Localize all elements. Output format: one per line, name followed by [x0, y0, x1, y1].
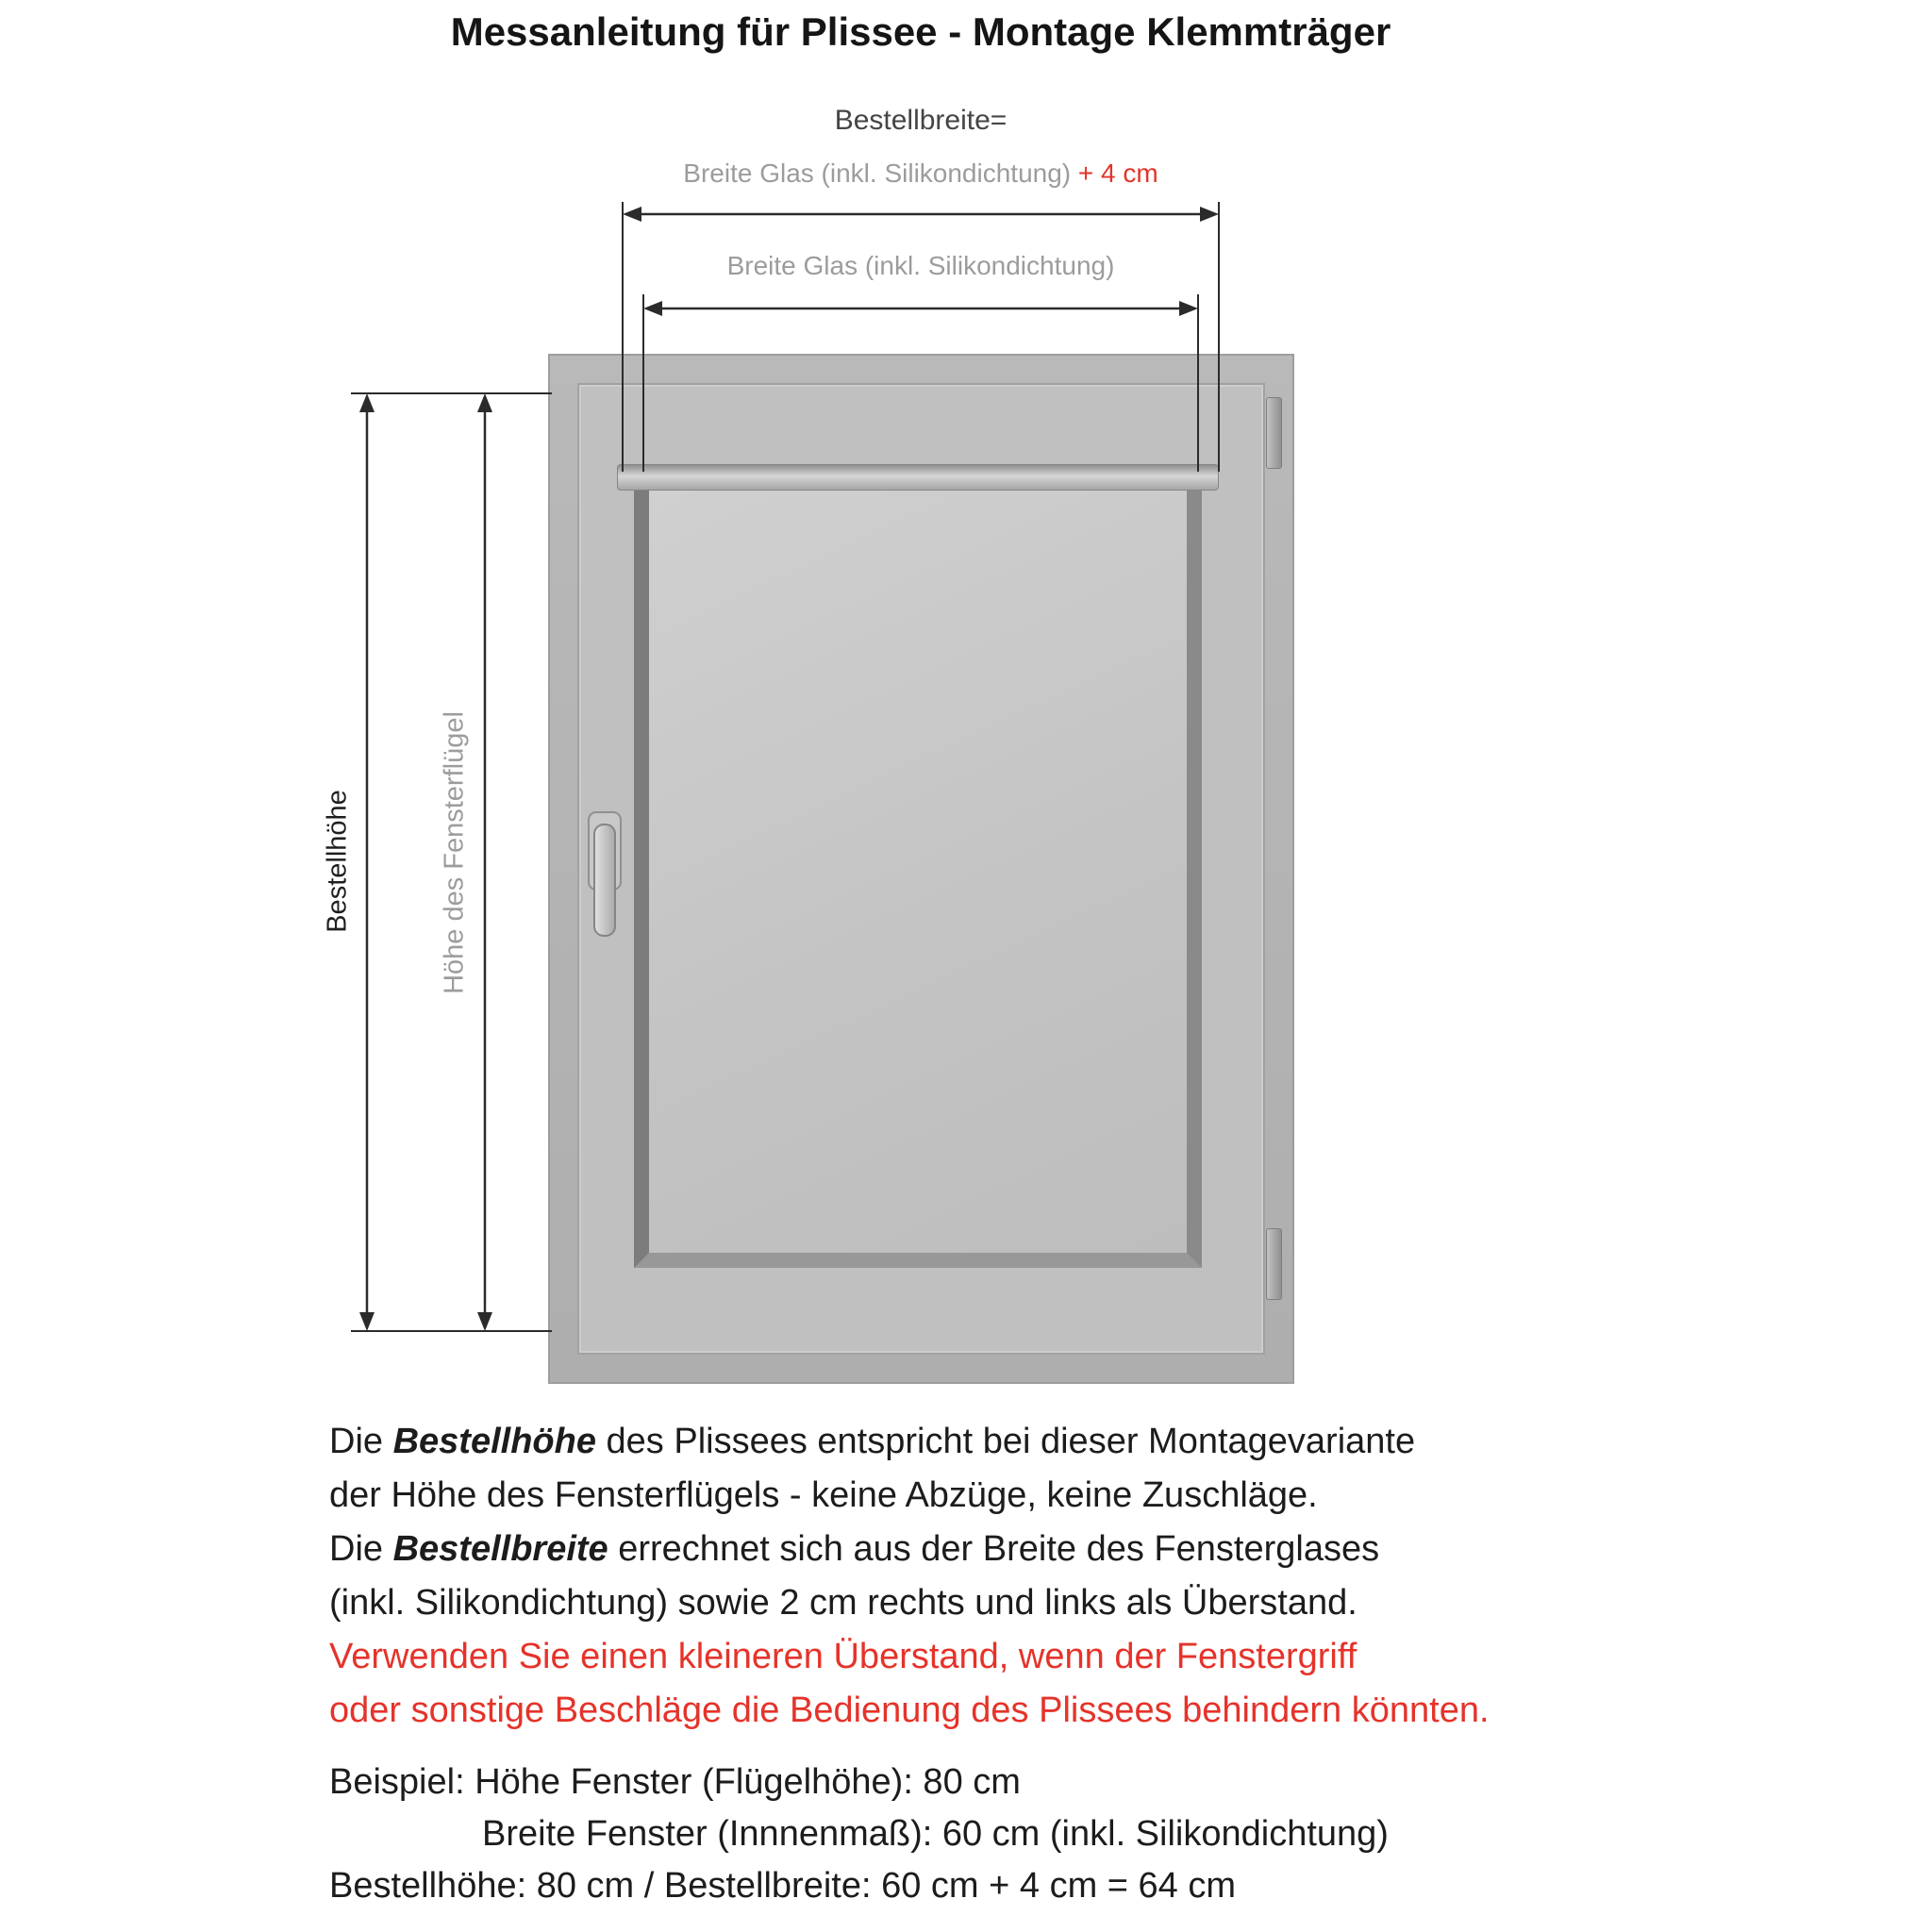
window-hinge-top: [1266, 397, 1282, 469]
arrowhead-left: [643, 301, 662, 316]
arrowhead-top: [359, 393, 375, 412]
plus-4cm-text: + 4 cm: [1077, 158, 1158, 188]
sash-height-label: Höhe des Fensterflügel: [439, 711, 470, 994]
example-line-2: Breite Fenster (Innnenmaß): 60 cm (inkl. Silikondichtung): [482, 1814, 1389, 1854]
arrowhead-bottom: [477, 1312, 492, 1331]
window-glass: [634, 467, 1202, 1268]
example-line-1: Beispiel: Höhe Fenster (Flügelhöhe): 80 cm: [329, 1762, 1021, 1802]
arrowhead-right: [1179, 301, 1198, 316]
text-segment: des Plissees entspricht bei dieser Montagevariante: [595, 1422, 1416, 1461]
text-segment: errechnet sich aus der Breite des Fensterglases: [608, 1529, 1380, 1569]
description-line-4: (inkl. Silikondichtung) sowie 2 cm rechts und links als Überstand.: [329, 1583, 1357, 1623]
text-segment: Breite Glas (inkl. Silikondichtung): [683, 158, 1078, 188]
warning-line-1: Verwenden Sie einen kleineren Überstand, wenn der Fenstergriff: [329, 1637, 1357, 1676]
dim-order-height-arrow: [359, 393, 375, 1331]
description-line-1: [329, 1415, 1839, 1469]
window-handle-lever: [593, 824, 616, 937]
example-line-3: Bestellhöhe: 80 cm / Bestellbreite: 60 cm + 4 cm = 64 cm: [329, 1866, 1237, 1906]
description-line-2: der Höhe des Fensterflügels - keine Abzüge, keine Zuschläge.: [329, 1475, 1318, 1515]
dim-sash-height-arrow: [477, 393, 492, 1331]
arrowhead-top: [477, 393, 492, 412]
warning-line-2: oder sonstige Beschläge die Bedienung des Plissees behindern könnten.: [329, 1690, 1490, 1730]
arrowhead-right: [1200, 207, 1219, 222]
glass-width-label: Breite Glas (inkl. Silikondichtung): [726, 251, 1115, 280]
glass-width-plus-label: [683, 158, 1158, 189]
description-paragraph: [329, 1415, 1839, 1738]
page-title: Messanleitung für Plissee - Montage Klemmträger: [450, 9, 1391, 54]
window-sash: [577, 383, 1265, 1355]
text-segment: Die: [329, 1529, 393, 1569]
emphasis-bestellhoehe: Bestellhöhe: [392, 1422, 596, 1461]
arrowhead-bottom: [359, 1312, 375, 1331]
text-segment: Die: [329, 1422, 393, 1461]
order-height-label: Bestellhöhe: [322, 790, 353, 933]
window-frame: [548, 354, 1294, 1384]
order-width-label: Bestellbreite=: [834, 105, 1008, 136]
emphasis-bestellbreite: Bestellbreite: [392, 1529, 608, 1569]
example-block: [329, 1757, 1839, 1912]
arrowhead-left: [623, 207, 641, 222]
description-line-3: [329, 1523, 1839, 1576]
plissee-top-rail: [617, 464, 1219, 491]
window-hinge-bottom: [1266, 1228, 1282, 1300]
